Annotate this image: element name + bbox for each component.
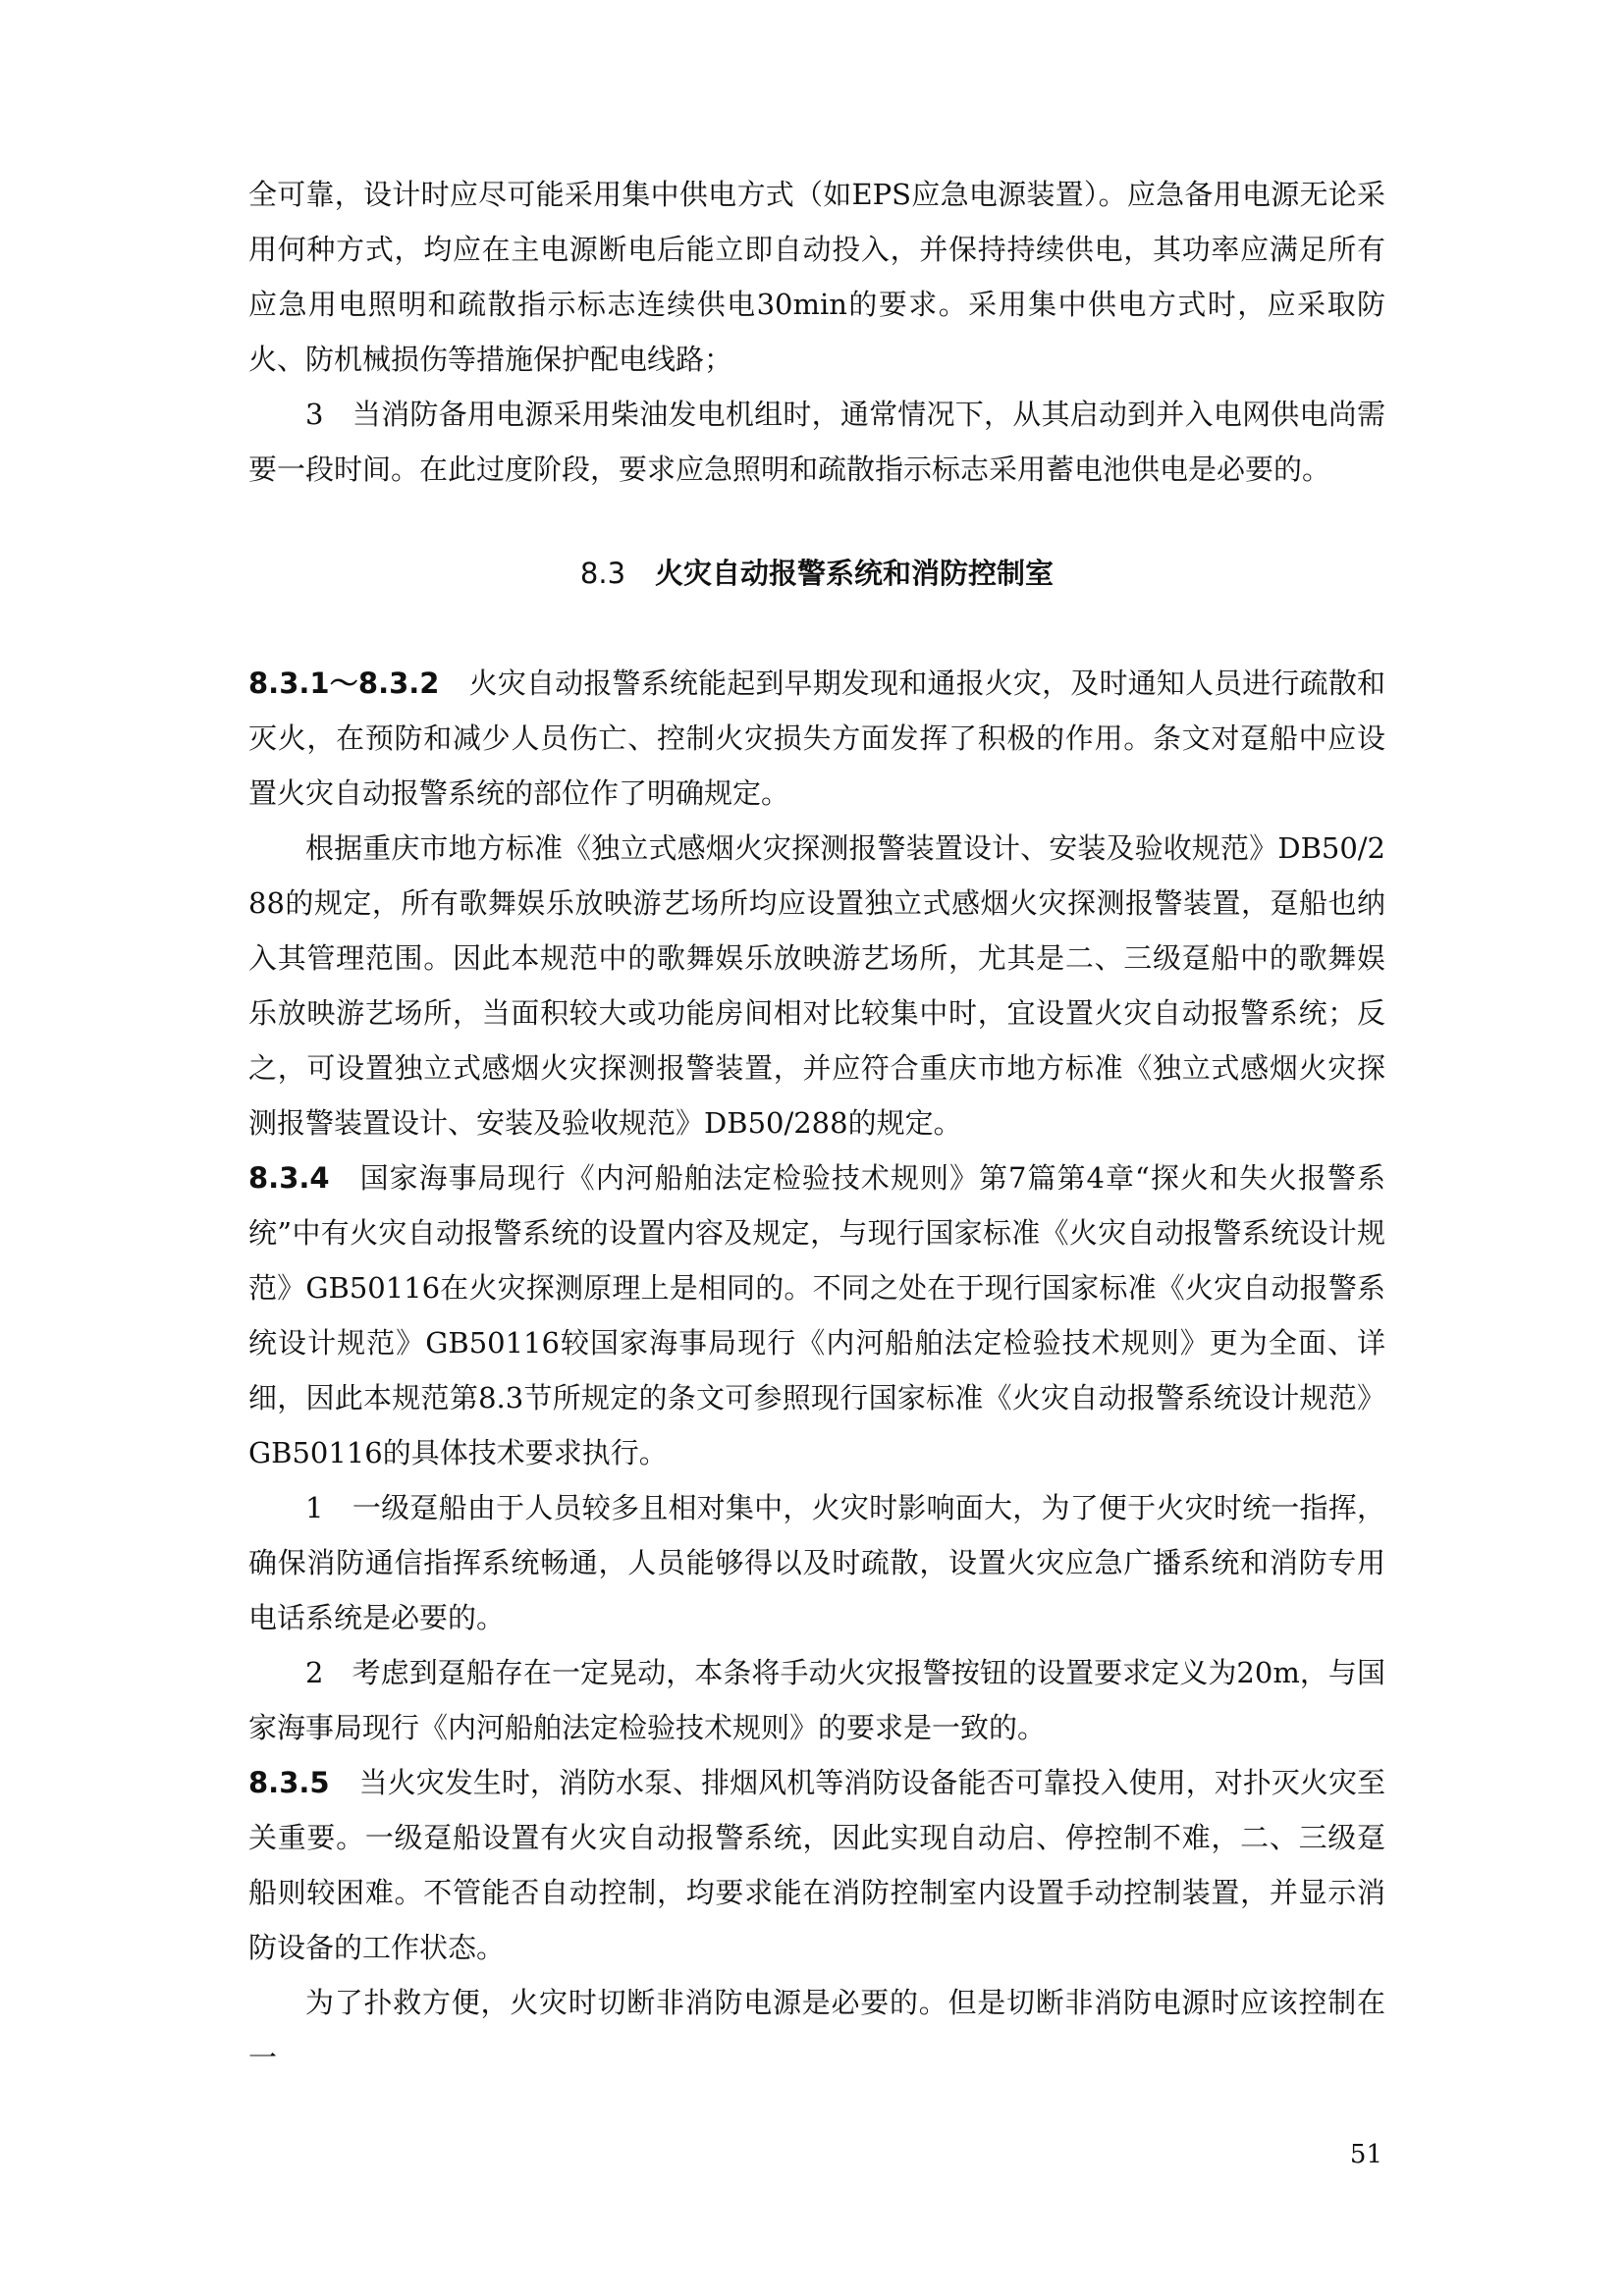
clause-text: 当火灾发生时，消防水泵、排烟风机等消防设备能否可靠投入使用，对扑灭火灾至关重要。一级趸船设置有火灾自动报警系统，因此实现自动启、停控制不难，二、三级趸船则较困难。不管能否自动控制，均要求能在消防控制室内设置手动控制装置，并显示消防设备的工作状态。 — [248, 1766, 1385, 1964]
clause-label: 8.3.4 — [248, 1161, 330, 1195]
clause-label: 8.3.5 — [248, 1766, 330, 1799]
section-number: 8.3 — [579, 557, 626, 590]
clause-8-3-4 — [248, 1150, 1385, 1480]
clause-8-3-1 — [248, 656, 1385, 821]
clause-text: 国家海事局现行《内河船舶法定检验技术规则》第7篇第4章“探火和失火报警系统”中有火灾自动报警系统的设置内容及规定，与现行国家标准《火灾自动报警系统设计规范》GB50116在火灾探测原理上是相同的。不同之处在于现行国家标准《火灾自动报警系统设计规范》GB50116较国家海事局现行《内河船舶法定检验技术规则》更为全面、详细，因此本规范第8.3节所规定的条文可参照现行国家标准《火灾自动报警系统设计规范》GB50116的具体技术要求执行。 — [248, 1161, 1385, 1469]
clause-8-3-1-paragraph-2: 根据重庆市地方标准《独立式感烟火灾探测报警装置设计、安装及验收规范》DB50/288的规定，所有歌舞娱乐放映游艺场所均应设置独立式感烟火灾探测报警装置，趸船也纳入其管理范围。因此本规范中的歌舞娱乐放映游艺场所，尤其是二、三级趸船中的歌舞娱乐放映游艺场所，当面积较大或功能房间相对比较集中时，宜设置火灾自动报警系统；反之，可设置独立式感烟火灾探测报警装置，并应符合重庆市地方标准《独立式感烟火灾探测报警装置设计、安装及验收规范》DB50/288的规定。 — [248, 831, 1385, 1140]
paragraph-continued: 全可靠，设计时应尽可能采用集中供电方式（如EPS应急电源装置）。应急备用电源无论采用何种方式，均应在主电源断电后能立即自动投入，并保持持续供电，其功率应满足所有应急用电照明和疏散指示标志连续供电30min的要求。采用集中供电方式时，应采取防火、防机械损伤等措施保护配电线路； — [248, 178, 1385, 376]
clause-text: 火灾自动报警系统能起到早期发现和通报火灾，及时通知人员进行疏散和灭火，在预防和减少人员伤亡、控制火灾损失方面发挥了积极的作用。条文对趸船中应设置火灾自动报警系统的部位作了明确规定。 — [248, 667, 1385, 810]
section-heading — [248, 546, 1385, 601]
clause-label: 8.3.1～8.3.2 — [248, 667, 440, 700]
section-title: 火灾自动报警系统和消防控制室 — [655, 557, 1055, 590]
paragraph-item-3: 3 当消防备用电源采用柴油发电机组时，通常情况下，从其启动到并入电网供电尚需要一段时间。在此过度阶段，要求应急照明和疏散指示标志采用蓄电池供电是必要的。 — [248, 398, 1385, 486]
clause-8-3-5-paragraph-2: 为了扑救方便，火灾时切断非消防电源是必要的。但是切断非消防电源时应该控制在一 — [248, 1986, 1385, 2074]
page-number: 51 — [1349, 2140, 1382, 2169]
clause-8-3-5 — [248, 1755, 1385, 1975]
document-body — [248, 167, 1385, 2085]
clause-8-3-4-item-2: 2 考虑到趸船存在一定晃动，本条将手动火灾报警按钮的设置要求定义为20m，与国家海事局现行《内河船舶法定检验技术规则》的要求是一致的。 — [248, 1656, 1385, 1744]
clause-8-3-4-item-1: 1 一级趸船由于人员较多且相对集中，火灾时影响面大，为了便于火灾时统一指挥，确保消防通信指挥系统畅通，人员能够得以及时疏散，设置火灾应急广播系统和消防专用电话系统是必要的。 — [248, 1491, 1385, 1634]
